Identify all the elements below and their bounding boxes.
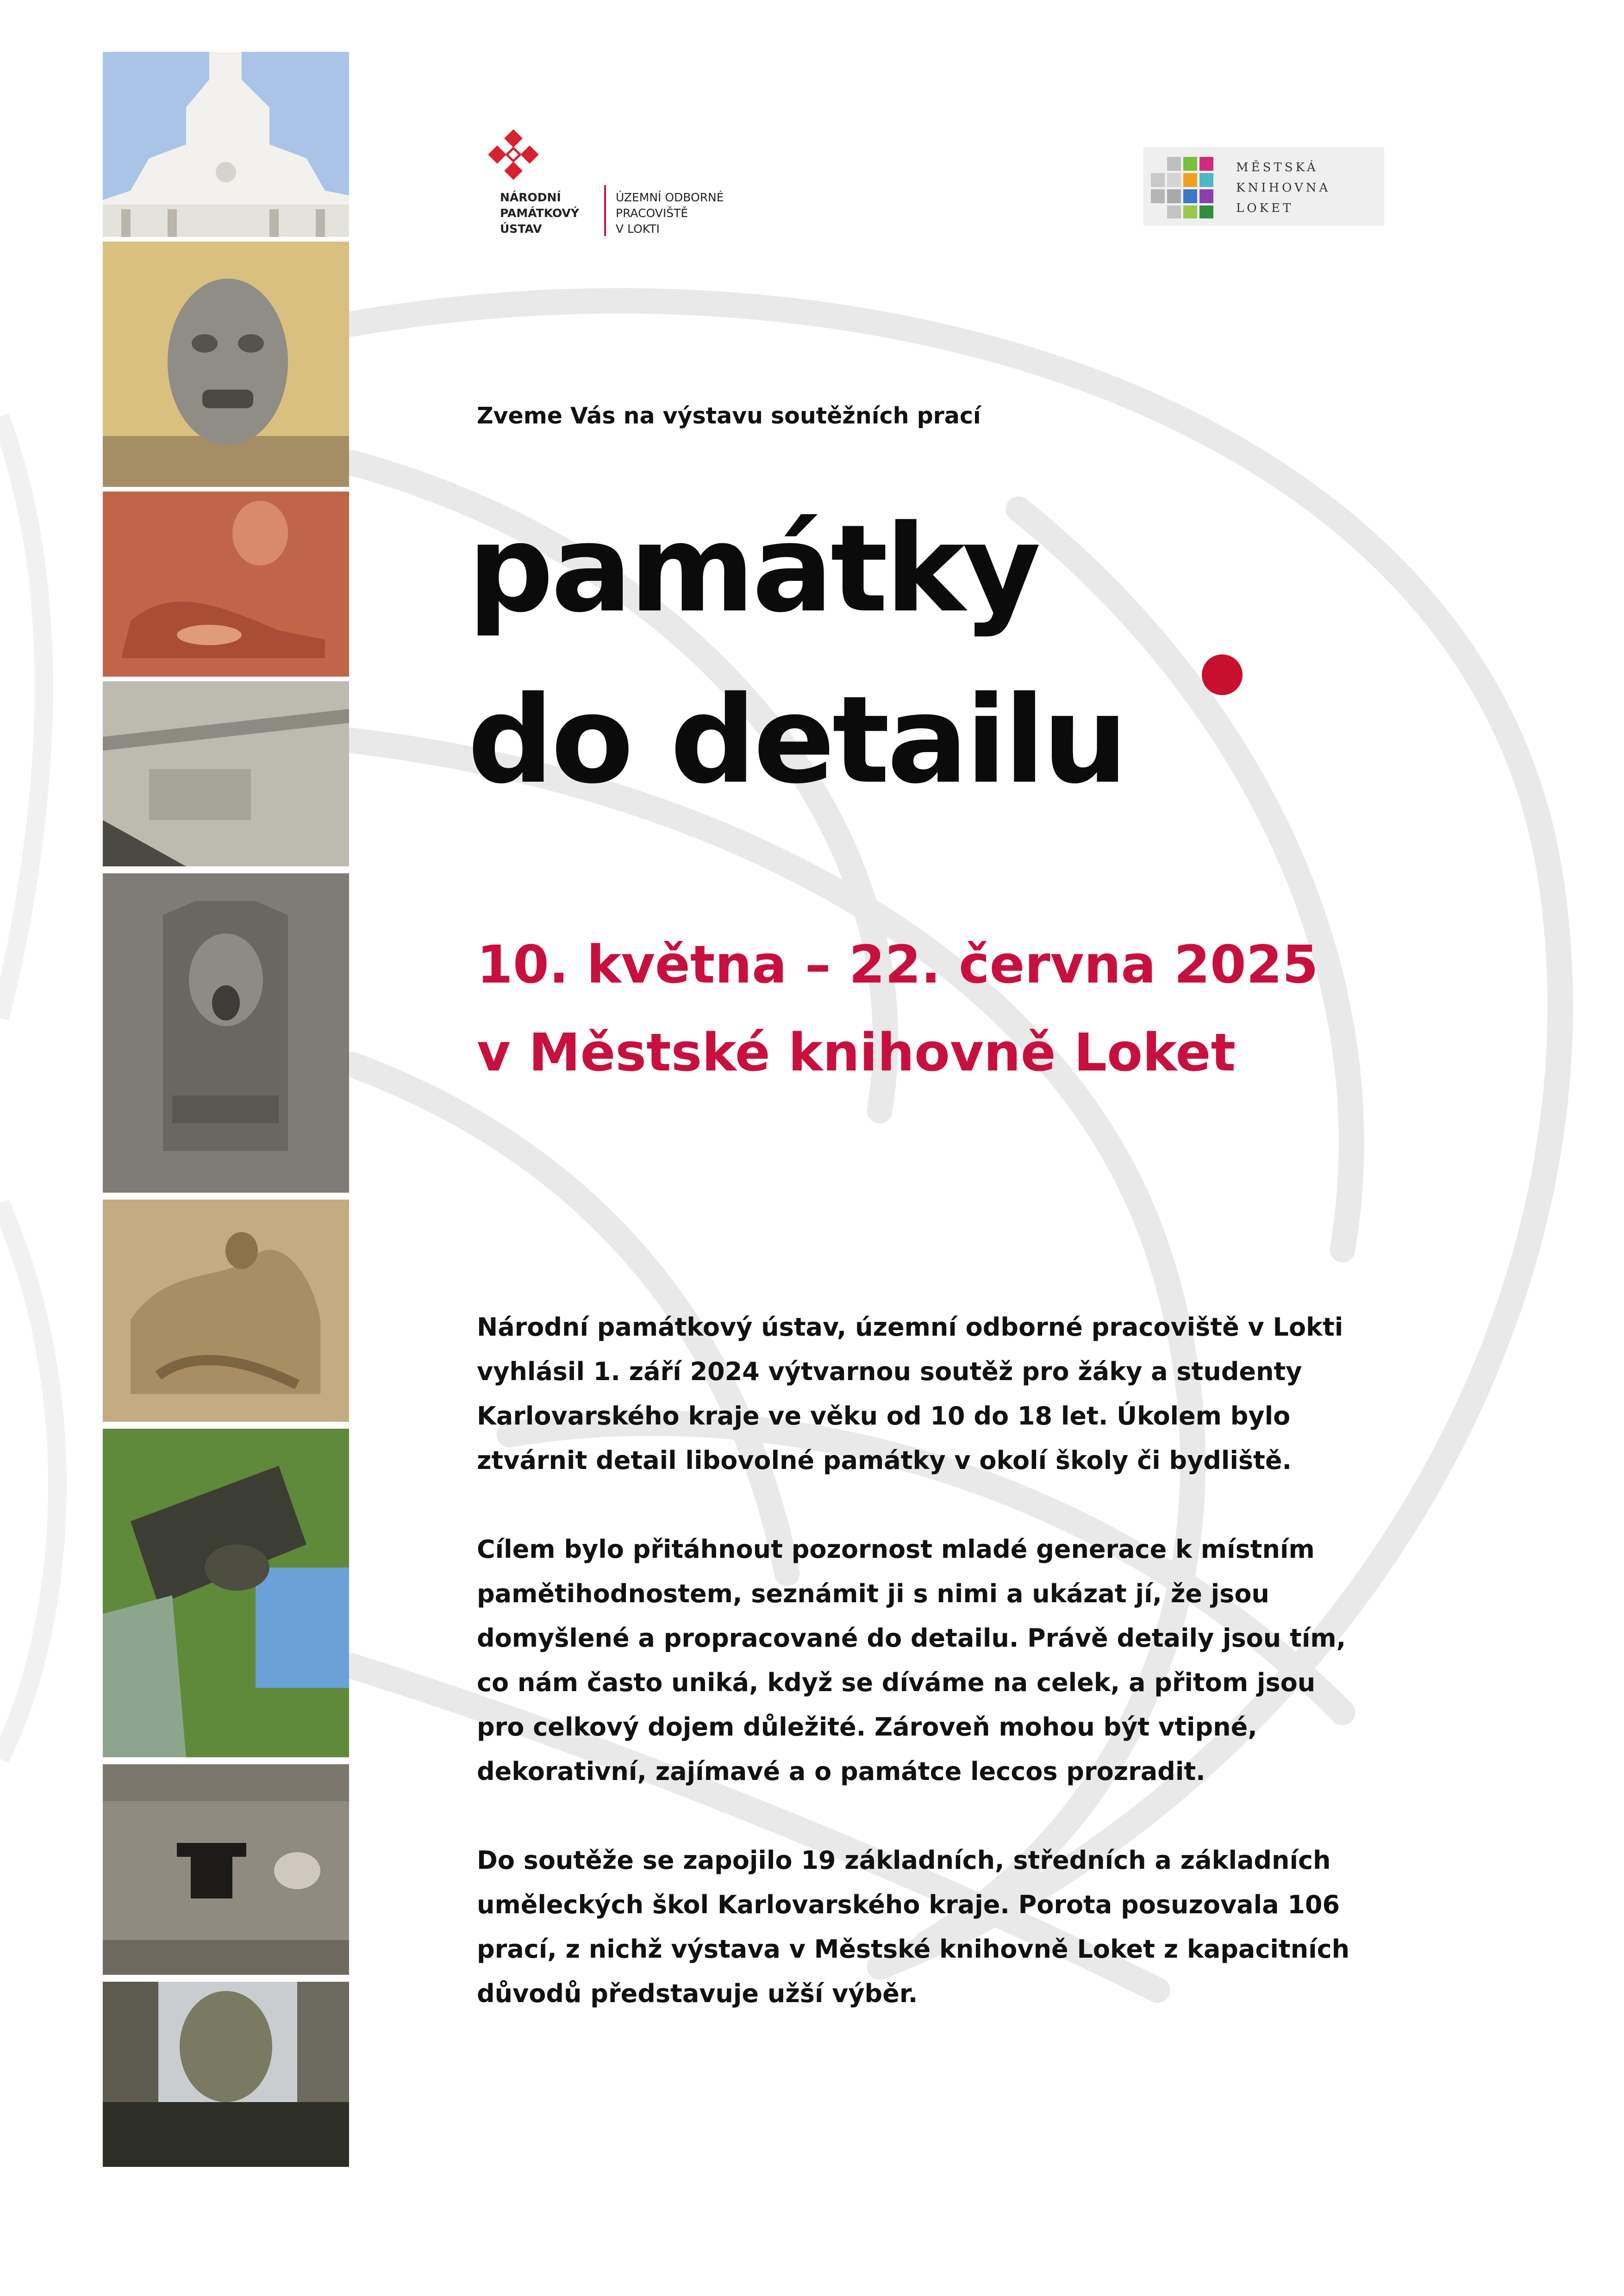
stone-face-mascaron-photo bbox=[103, 242, 349, 487]
npu-divider bbox=[604, 185, 606, 236]
paragraph-1: Národní památkový ústav, územní odborné pracoviště v Lokti vyhlásil 1. září 2024 výtvarnou soutěž pro žáky a studenty Karlovarského kraje ve věku od 10 do 18 let. Úkolem bylo ztvárnit detail libovolné památky v okolí školy či bydliště. bbox=[477, 1313, 1343, 1475]
terracotta-relief-photo bbox=[103, 492, 349, 677]
npu-office: ÚZEMNÍ ODBORNÉ PRACOVIŠTĚ V LOKTI bbox=[616, 191, 724, 236]
body-text bbox=[477, 1305, 1421, 2060]
stone-head-photo bbox=[103, 1982, 349, 2167]
library-name: MĚSTSKÁ KNIHOVNA LOKET bbox=[1236, 161, 1331, 215]
npu-logo bbox=[481, 130, 806, 250]
exhibition-venue: v Městské knihovně Loket bbox=[477, 1023, 1236, 1083]
title-line-2: do detailu bbox=[468, 671, 1125, 810]
npu-name: NÁRODNÍ PAMÁTKOVÝ ÚSTAV bbox=[500, 191, 579, 236]
gargoyle-relief-photo bbox=[103, 873, 349, 1193]
exhibition-dates: 10. května – 22. června 2025 bbox=[477, 935, 1318, 995]
title-accent-dot bbox=[1202, 654, 1243, 695]
battle-relief-photo bbox=[103, 1200, 349, 1422]
paragraph-2: Cílem bylo přitáhnout pozornost mladé generace k místním pamětihodnostem, seznámit ji s nimi a ukázat jí, že jsou domyšlené a propracované do detailu. Právě detaily jsou tím, co nám často uniká, když se díváme na celek, a přitom jsou pro celkový dojem důležité. Zároveň mohou být vtipné, dekorativní, zajímavé a o památce leccos prozradit. bbox=[477, 1535, 1346, 1786]
stone-wall-photo bbox=[103, 1764, 349, 1975]
invitation-line: Zveme Vás na výstavu soutěžních prací bbox=[477, 403, 981, 429]
npu-logo-mark bbox=[481, 130, 551, 185]
gable-facade-photo bbox=[103, 52, 349, 237]
title-line-1: památky bbox=[468, 499, 1038, 639]
library-logo bbox=[1143, 147, 1384, 226]
paragraph-3: Do soutěže se zapojilo 19 základních, středních a základních uměleckých škol Karlovarského kraje. Porota posuzovala 106 prací, z nichž výstava v Městské knihovně Loket z kapacitních důvodů představuje užší výběr. bbox=[477, 1846, 1350, 2008]
inscribed-rock-photo bbox=[103, 681, 349, 866]
library-logo-mark bbox=[1151, 155, 1225, 219]
bronze-statue-book-photo bbox=[103, 1429, 349, 1757]
